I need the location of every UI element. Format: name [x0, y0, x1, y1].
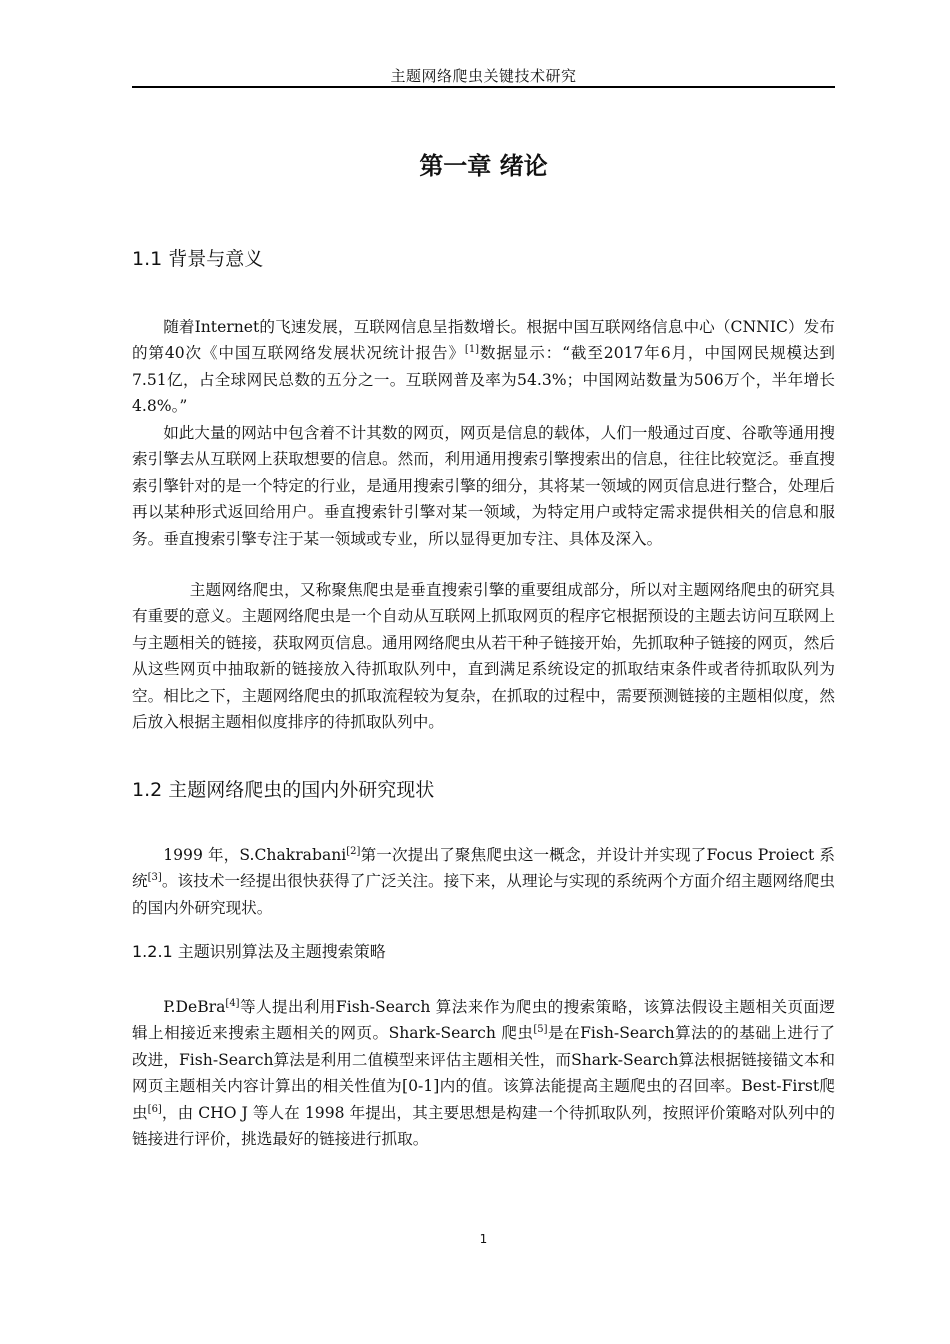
paragraph-text: ，由 CHO J 等人在 1998 年提出，其主要思想是构建一个待抓取队列，按照评价策略对队列中的链接进行评价，挑选最好的链接进行抓取。: [132, 1103, 835, 1149]
citation-ref[interactable]: [1]: [464, 344, 480, 356]
paragraph-1-1-3: 主题网络爬虫，又称聚焦爬虫是垂直搜索引擎的重要组成部分，所以对主题网络爬虫的研究具有重要的意义。主题网络爬虫是一个自动从互联网上抓取网页的程序它根据预设的主题去访问互联网上与主题相关的链接，获取网页信息。通用网络爬虫从若干种子链接开始，先抓取种子链接的网页，然后从这些网页中抽取新的链接放入待抓取队列中，直到满足系统设定的抓取结束条件或者待抓取队列为空。相比之下，主题网络爬虫的抓取流程较为复杂，在抓取的过程中，需要预测链接的主题相似度，然后放入根据主题相似度排序的待抓取队列中。: [132, 581, 835, 732]
citation-ref[interactable]: [4]: [225, 997, 240, 1009]
paragraph-text: 第一次提出了聚焦爬虫这一概念，并设计并实现了Focus Proiect 系统: [132, 846, 835, 891]
paragraph-1-1-2: 如此大量的网站中包含着不计其数的网页，网页是信息的载体，人们一般通过百度、谷歌等通用搜索引擎去从互联网上获取想要的信息。然而，利用通用搜索引擎搜索出的信息，往往比较宽泛。垂直搜索引擎针对的是一个特定的行业，是通用搜索引擎的细分，其将某一领域的网页信息进行整合，处理后再以某种形式返回给用户。垂直搜索针引擎对某一领域，为特定用户或特定需求提供相关的信息和服务。垂直搜索引擎专注于某一领域或专业，所以显得更加专注、具体及深入。: [132, 424, 835, 548]
paragraph-text: 是在Fish-Search算法的的基础上进行了改进，Fish-Search算法是利用二值模型来评估主题相关性，而Shark-Search算法根据链接锚文本和网页主题相关内容计算出的相关性值为[0-1]内的值。该算法能提高主题爬虫的召回率。Best-First爬虫: [132, 1024, 835, 1122]
paragraph-text: 1999 年，S.Chakrabani: [163, 846, 347, 864]
paragraph-text: 等人提出利用Fish-Search 算法来作为爬虫的搜索策略，该算法假设主题相关页面逻辑上相接近来搜索主题相关的网页。Shark-Search 爬虫: [132, 998, 835, 1043]
paragraph-1-2-1: [132, 842, 835, 921]
paragraph-1-1-1: [132, 314, 835, 420]
citation-ref[interactable]: [5]: [533, 1024, 548, 1036]
paragraph-text: 。该技术一经提出很快获得了广泛关注。接下来，从理论与实现的系统两个方面介绍主题网络爬虫的国内外研究现状。: [132, 872, 835, 917]
paragraph-text: 数据显示：“截至2017年6月，中国网民规模达到7.51亿，占全球网民总数的五分之一。互联网普及率为54.3%；中国网站数量为506万个，半年增长4.8%。”: [132, 344, 835, 416]
paragraph-text: 随着Internet的飞速发展，互联网信息呈指数增长。根据中国互联网络信息中心（CNNIC）发布的第40次《中国互联网络发展状况统计报告》: [132, 318, 835, 363]
section-heading-1-2: 1.2 主题网络爬虫的国内外研究现状: [132, 779, 435, 801]
citation-ref[interactable]: [6]: [147, 1103, 162, 1115]
paragraph-1-2-1-1: [132, 994, 835, 1152]
citation-ref[interactable]: [2]: [346, 845, 361, 857]
chapter-title: 第一章 绪论: [419, 152, 548, 180]
page-number: 1: [479, 1232, 488, 1246]
header-rule: [132, 86, 835, 88]
running-header: 主题网络爬虫关键技术研究: [390, 67, 577, 85]
citation-ref[interactable]: [3]: [147, 872, 162, 884]
section-heading-1-1: 1.1 背景与意义: [132, 248, 264, 270]
paragraph-text: P.DeBra: [163, 998, 226, 1016]
subsection-heading-1-2-1: 1.2.1 主题识别算法及主题搜索策略: [132, 942, 386, 961]
